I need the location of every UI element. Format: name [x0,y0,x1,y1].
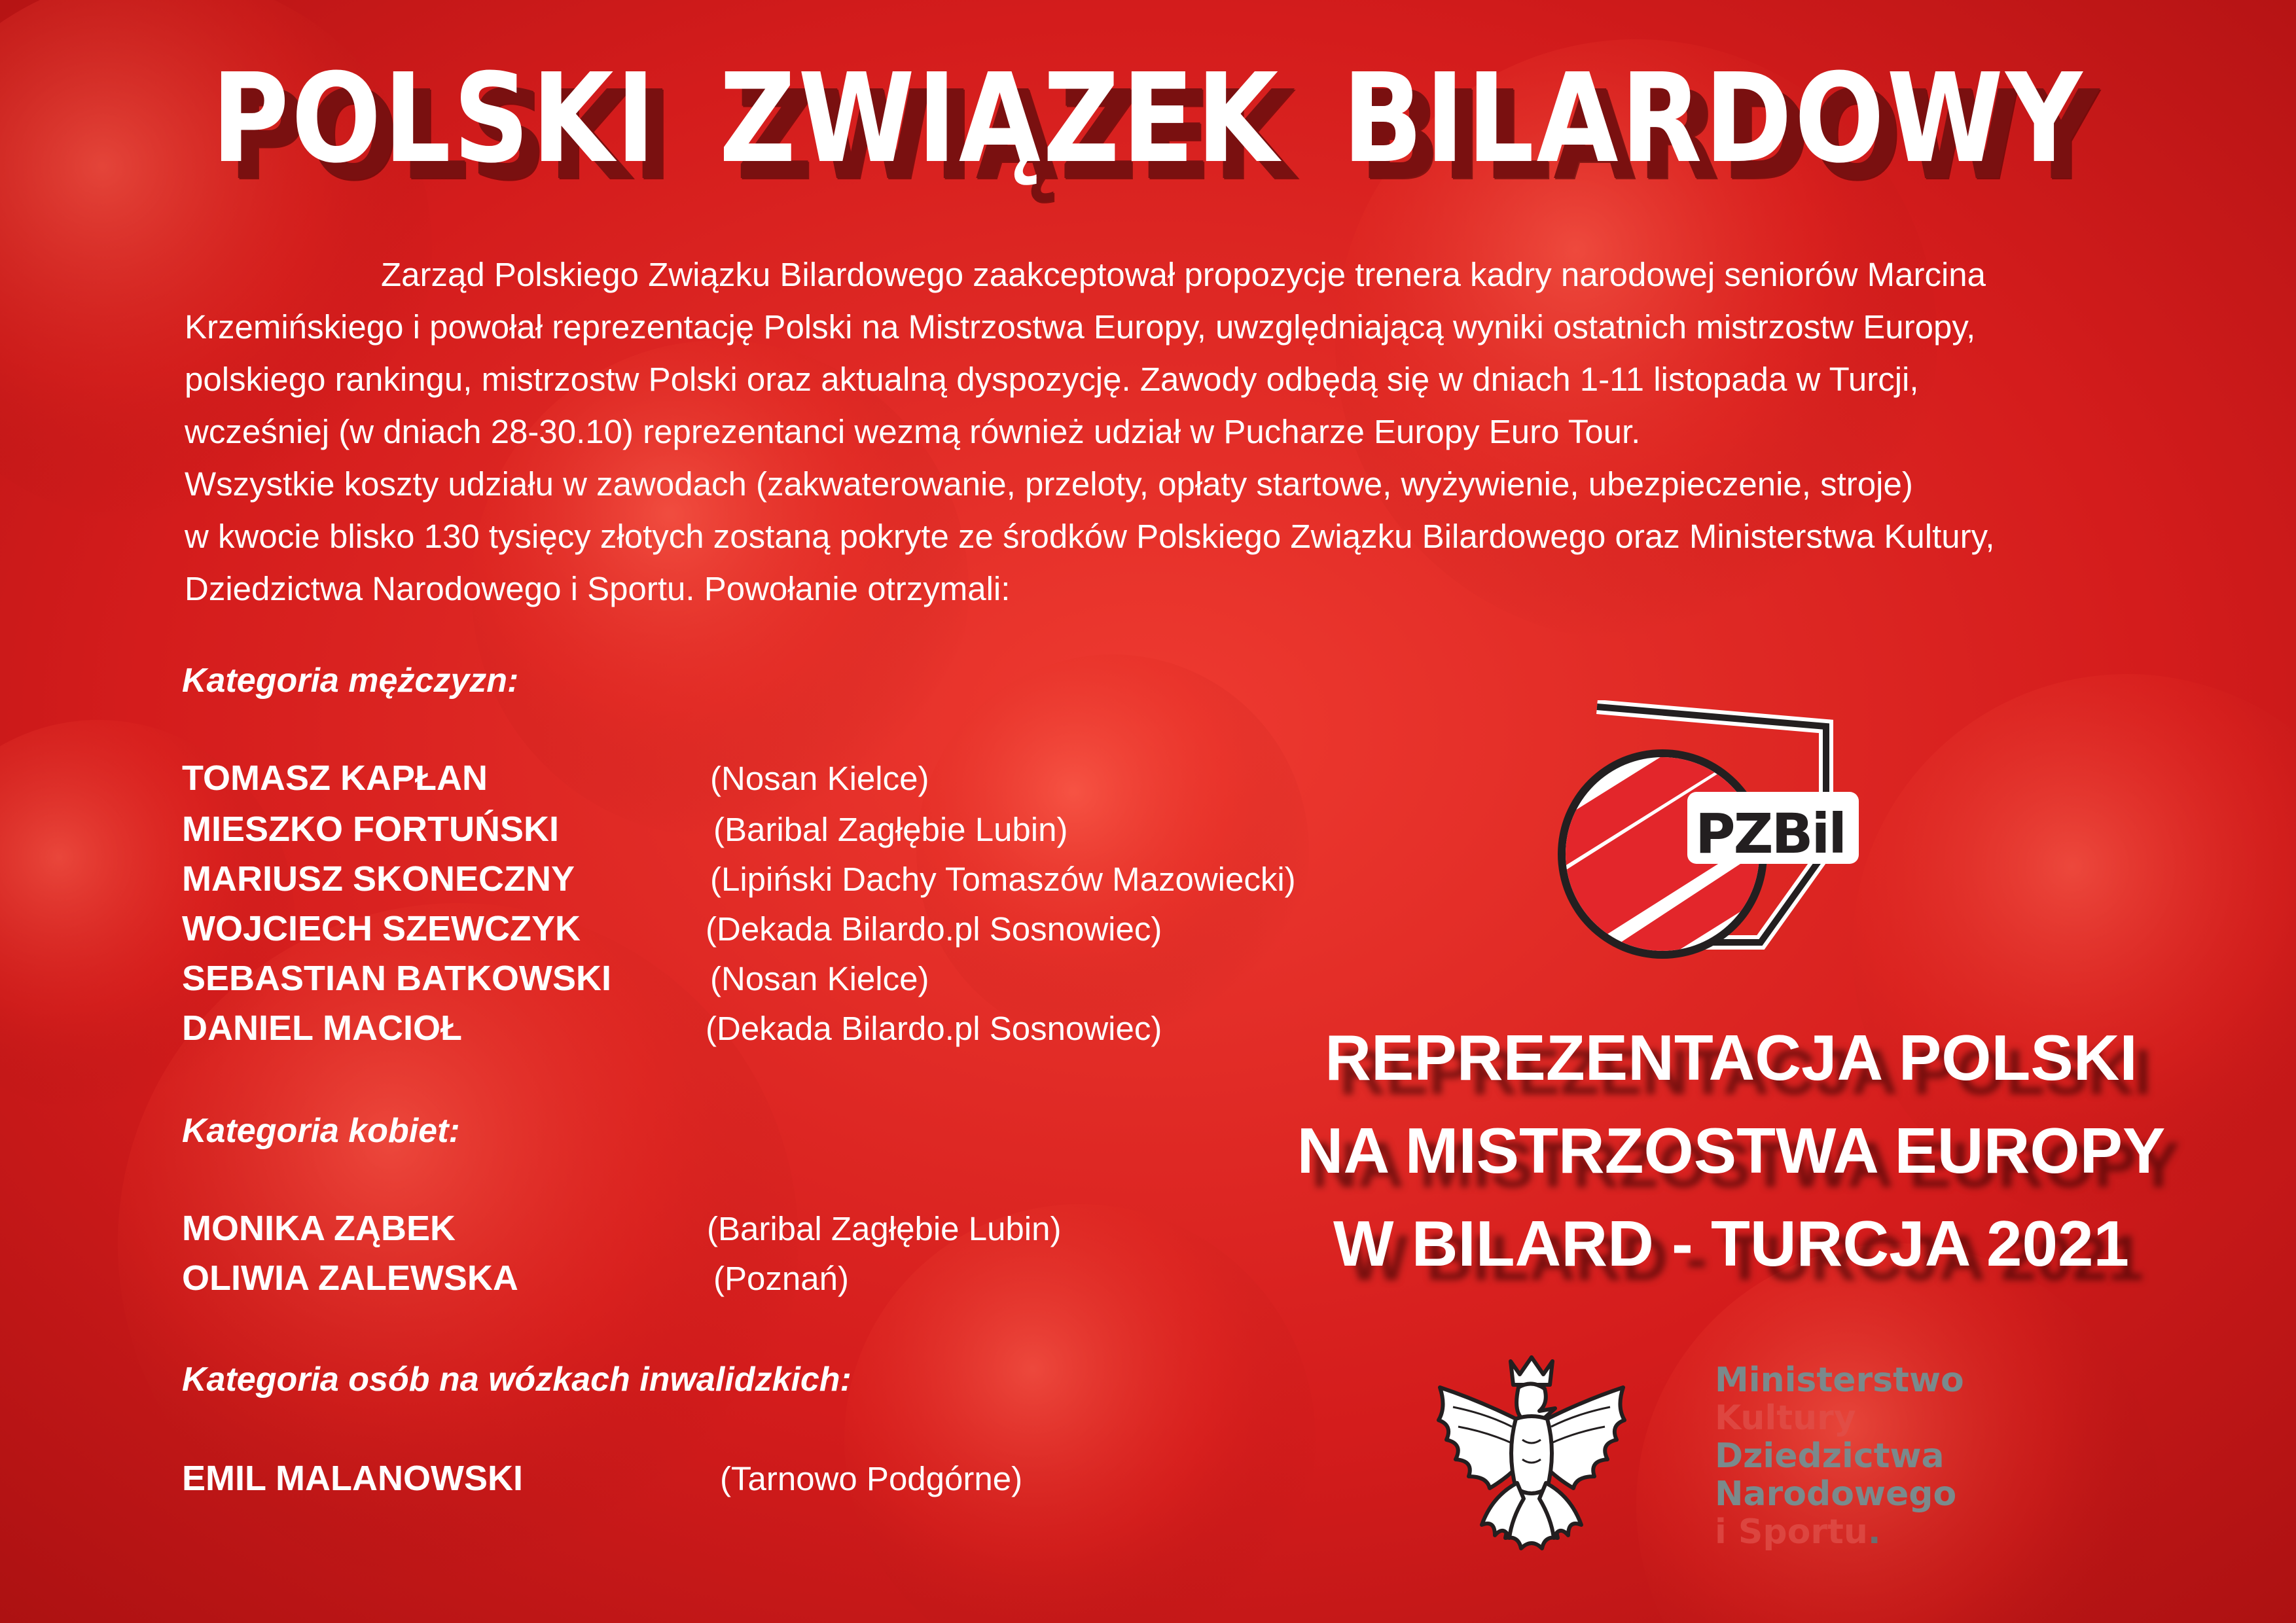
player-name: MONIKA ZĄBEK [182,1209,456,1248]
intro-line: polskiego rankingu, mistrzostw Polski oraz aktualną dyspozycję. Zawody odbędą się w dniach 1-11 listopada w Turcji, [185,361,1919,398]
headline [1211,1011,2251,1290]
player-club: (Dekada Bilardo.pl Sosnowiec) [706,1010,1162,1047]
polish-eagle-emblem-icon [1427,1348,1636,1577]
player-club: (Tarnowo Podgórne) [720,1460,1023,1497]
player-club: (Nosan Kielce) [710,960,929,997]
ministry-line: Dziedzictwa [1715,1436,1945,1476]
headline-line: W BILARD - TURCJA 2021 [1333,1207,2130,1279]
player-club: (Lipiński Dachy Tomaszów Mazowiecki) [710,861,1296,898]
ministry-line: i Sportu [1715,1512,1868,1552]
intro-line: Krzemińskiego i powołał reprezentację Polski na Mistrzostwa Europy, uwzględniającą wyniki ostatnich mistrzostw Europy, [185,308,1976,346]
pzbil-logo-text: PZBil [1695,802,1846,866]
intro-line: Dziedzictwa Narodowego i Sportu. Powołanie otrzymali: [185,570,1011,607]
intro-line: Zarząd Polskiego Związku Bilardowego zaakceptował propozycje trenera kadry narodowej seniorów Marcina [381,256,1986,293]
intro-paragraph [185,249,2227,615]
player-name: SEBASTIAN BATKOWSKI [182,959,611,998]
intro-line: wcześniej (w dniach 28-30.10) reprezentanci wezmą również udział w Pucharze Europy Euro Tour. [185,413,1641,450]
category-men-heading: Kategoria mężczyzn: [182,662,519,700]
player-name: TOMASZ KAPŁAN [182,758,488,798]
ministry-line: Narodowego [1715,1474,1957,1514]
ministry-line: Kultury [1715,1399,1856,1438]
headline-line: REPREZENTACJA POLSKI [1325,1022,2138,1094]
ministry-line: Ministerstwo [1715,1361,1964,1400]
player-name: WOJCIECH SZEWCZYK [182,909,581,948]
player-name: EMIL MALANOWSKI [182,1459,523,1498]
player-name: OLIWIA ZALEWSKA [182,1258,518,1298]
category-women-heading: Kategoria kobiet: [182,1112,460,1150]
player-name: MIESZKO FORTUŃSKI [182,810,559,849]
intro-line: Wszystkie koszty udziału w zawodach (zakwaterowanie, przeloty, opłaty startowe, wyżywienie, ubezpieczenie, stroje) [185,465,1913,503]
player-club: (Poznań) [713,1260,849,1297]
ministry-dot: . [1867,1512,1881,1552]
player-name: DANIEL MACIOŁ [182,1008,462,1048]
player-club: (Baribal Zagłębie Lubin) [713,811,1068,848]
intro-line: w kwocie blisko 130 tysięcy złotych zostaną pokryte ze środków Polskiego Związku Bilardowego oraz Ministerstwa Kultury, [185,518,1995,555]
player-name: MARIUSZ SKONECZNY [182,859,575,899]
category-wheelchair-heading: Kategoria osób na wózkach inwalidzkich: [182,1361,852,1399]
headline-line: NA MISTRZOSTWA EUROPY [1297,1115,2166,1186]
ministry-logo-text [1715,1361,1964,1551]
player-club: (Nosan Kielce) [710,760,929,797]
player-club: (Dekada Bilardo.pl Sosnowiec) [706,910,1162,948]
page-title: POLSKI ZWIĄZEK BILARDOWY [211,47,2085,190]
player-club: (Baribal Zagłębie Lubin) [707,1210,1062,1247]
